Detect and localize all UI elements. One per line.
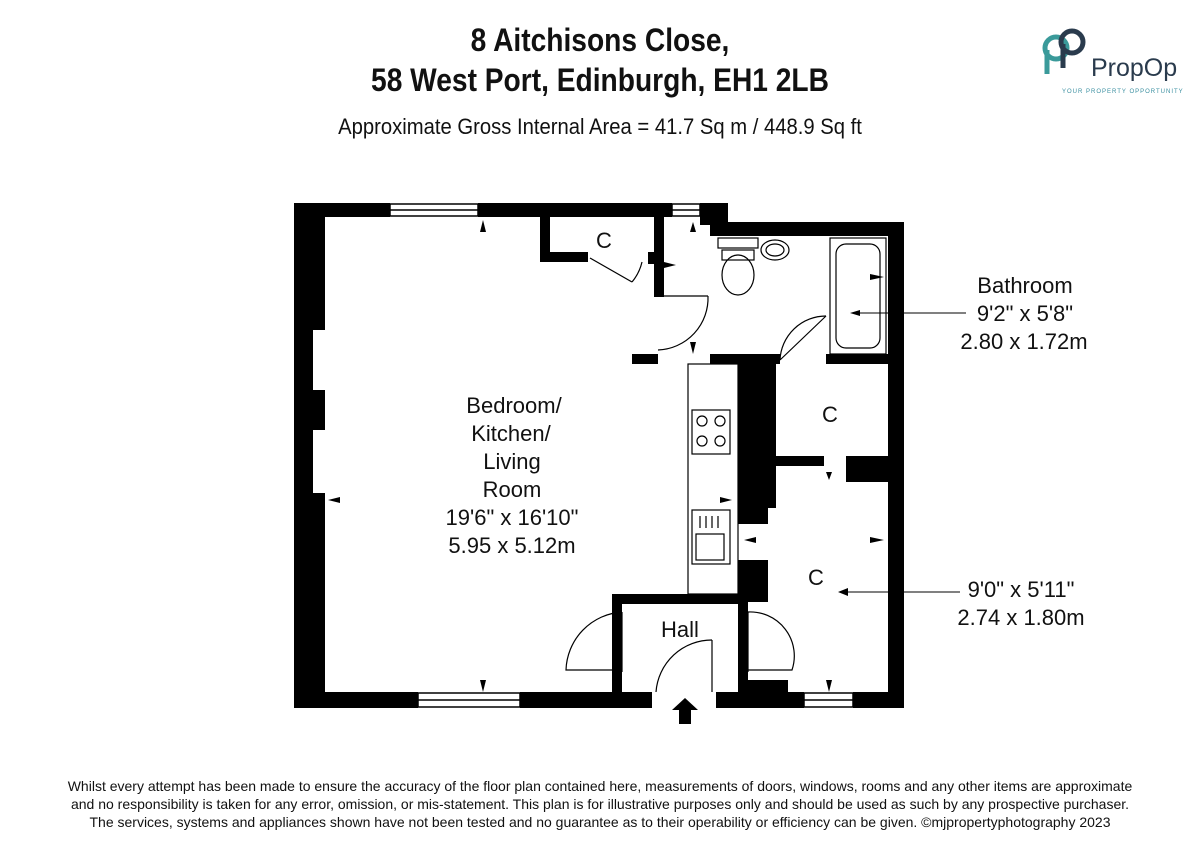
- exterior-walls: [294, 203, 904, 708]
- kitchen-counter: [688, 364, 738, 594]
- bathroom-imperial: 9'2" x 5'8": [976, 301, 1074, 326]
- disclaimer-line-2: and no responsibility is taken for any error, omission, or mis-statement. This plan is for illustrative purposes only and should be used as such by any prospective purchaser.: [70, 796, 1130, 812]
- bathroom-name: Bathroom: [977, 273, 1073, 298]
- disclaimer: [20, 777, 1180, 831]
- address-line-1: 8 Aitchisons Close,: [470, 22, 730, 58]
- cupboard-label-top: C: [596, 228, 612, 253]
- logo-wordmark: PropOp: [1091, 54, 1178, 82]
- main-room-imperial: 19'6" x 16'10": [445, 505, 579, 530]
- hall-label: Hall: [661, 617, 699, 642]
- main-room-line1: Bedroom/: [466, 393, 562, 418]
- cupboard-label-low: C: [808, 565, 824, 590]
- bathroom-fixtures: [718, 238, 886, 354]
- logo-tagline: YOUR PROPERTY OPPORTUNITY: [1062, 89, 1184, 95]
- disclaimer-line-3: The services, systems and appliances shown have not been tested and no guarantee as to their operability or efficiency can be given. ©mjpropertyphotography 2023: [89, 814, 1111, 830]
- main-room-metric: 5.95 x 5.12m: [448, 533, 576, 558]
- interior-walls: [540, 217, 904, 694]
- entrance-arrow-icon: [672, 698, 698, 724]
- store-metric: 2.74 x 1.80m: [957, 605, 1085, 630]
- disclaimer-line-1: Whilst every attempt has been made to ensure the accuracy of the floor plan contained here, measurements of doors, windows, rooms and any other items are approximate: [67, 778, 1133, 794]
- main-room-line3: Living: [483, 449, 541, 474]
- store-imperial: 9'0" x 5'11": [967, 577, 1075, 602]
- cupboard-label-mid: C: [822, 402, 838, 427]
- address-line-2: 58 West Port, Edinburgh, EH1 2LB: [371, 62, 829, 98]
- main-room-line2: Kitchen/: [471, 421, 551, 446]
- gross-internal-area: Approximate Gross Internal Area = 41.7 Sq m / 448.9 Sq ft: [338, 114, 862, 139]
- bathroom-metric: 2.80 x 1.72m: [960, 329, 1088, 354]
- main-room-line4: Room: [482, 477, 542, 502]
